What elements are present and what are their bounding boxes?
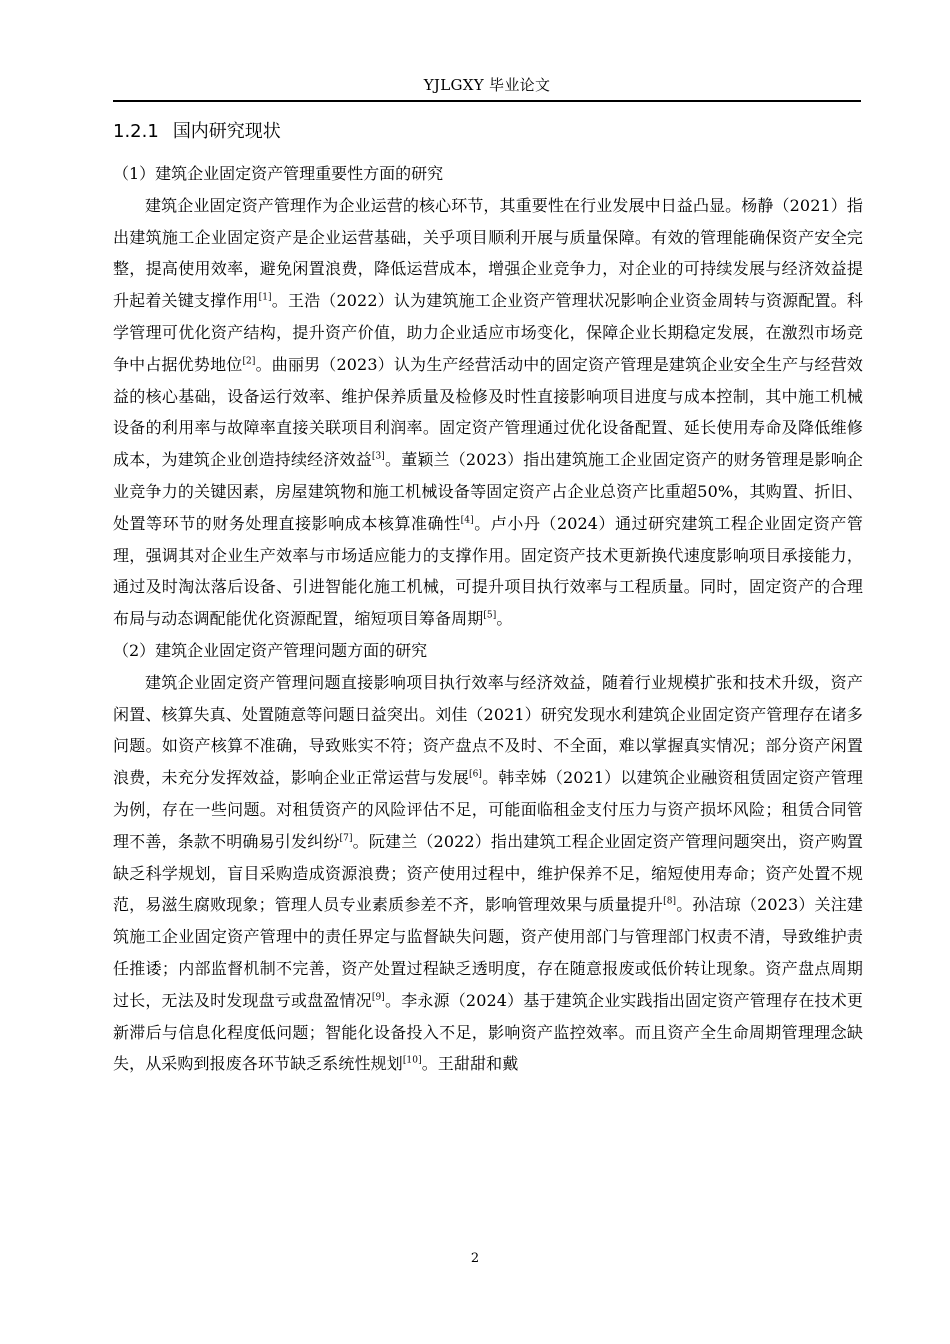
citation: [4] <box>460 515 474 526</box>
text-segment: 。曲丽男（2023）认为生产经营活动中的固定资产管理是建筑企业安全生产与经营效益的核心基础，设备运行效率、维护保养质量及检修及时性直接影响项目进度与成本控制，其中施工机械设备的利用率与故障率直接关联项目利润率。固定资产管理通过优化设备配置、延长使用寿命及降低维修成本，为建筑企业创造持续经济效益[3] <box>113 354 863 470</box>
text-segment: 。韩幸姊（2021）以建筑企业融资租赁固定资产管理为例，存在一些问题。对租赁资产的风险评估不足，可能面临租金支付压力与资产损坏风险；租赁合同管理不善，条款不明确易引发纠纷[7] <box>113 768 863 851</box>
citation: [2] <box>242 356 256 367</box>
text-segment: 。董颖兰（2023）指出建筑施工企业固定资产的财务管理是影响企业竞争力的关键因素，房屋建筑物和施工机械设备等固定资产占企业总资产比重超50%，其购置、折旧、处置等环节的财务处理直接影响成本核算准确性[4] <box>113 450 863 533</box>
text-segment: 建筑企业固定资产管理作为企业运营的核心环节，其重要性在行业发展中日益凸显。杨静（2021）指出建筑施工企业固定资产是企业运营基础，关乎项目顺利开展与质量保障。有效的管理能确保资产安全完整，提高使用效率，避免闲置浪费，降低运营成本，增强企业竞争力，对企业的可持续发展与经济效益提升起着关键支撑作用[1] <box>113 195 863 311</box>
citation: [7] <box>339 833 353 844</box>
header-divider <box>113 100 861 102</box>
paragraph-problems <box>113 667 863 1080</box>
text-segment: 。李永源（2024）基于建筑企业实践指出固定资产管理存在技术更新滞后与信息化程度低问题；智能化设备投入不足，影响资产监控效率。而且资产全生命周期管理理念缺失，从采购到报废各环节缺乏系统性规划[10] <box>113 990 863 1074</box>
text-segment: 。卢小丹（2024）通过研究建筑工程企业固定资产管理，强调其对企业生产效率与市场适应能力的支撑作用。固定资产技术更新换代速度影响项目承接能力，通过及时淘汰落后设备、引进智能化施工机械，可提升项目执行效率与工程质量。同时，固定资产的合理布局与动态调配能优化资源配置，缩短项目筹备周期[5] <box>113 513 863 629</box>
citation: [6] <box>468 769 483 780</box>
text-segment: 。 <box>496 609 513 629</box>
citation: [8] <box>663 897 677 907</box>
citation: [1] <box>258 292 272 303</box>
citation: [3] <box>371 451 385 462</box>
citation: [9] <box>371 992 385 1003</box>
subsection-heading-2: （2）建筑企业固定资产管理问题方面的研究 <box>113 640 428 660</box>
citation: [10] <box>402 1055 422 1066</box>
text-segment: 建筑企业固定资产管理问题直接影响项目执行效率与经济效益，随着行业规模扩张和技术升级，资产闲置、核算失真、处置随意等问题日益突出。刘佳（2021）研究发现水利建筑企业固定资产管理存在诸多问题。如资产核算不准确，导致账实不符；资产盘点不及时、不全面，难以掌握真实情况；部分资产闲置浪费，未充分发挥效益，影响企业正常运营与发展[6] <box>113 672 863 788</box>
page-number: 2 <box>470 1251 480 1266</box>
citation: [5] <box>483 610 497 621</box>
section-number: 1.2.1 <box>113 121 159 142</box>
text-segment: 。阮建兰（2022）指出建筑工程企业固定资产管理问题突出，资产购置缺乏科学规划，盲目采购造成资源浪费；资产使用过程中，维护保养不足，缩短使用寿命；资产处置不规范，易滋生腐败现象；管理人员专业素质参差不齐，影响管理效果与质量提升[8] <box>113 831 863 915</box>
text-segment: 。王甜甜和戴 <box>421 1054 519 1074</box>
body-text <box>113 158 863 1080</box>
text-segment: 。孙洁琼（2023）关注建筑施工企业固定资产管理中的责任界定与监督缺失问题，资产使用部门与管理部门权责不清，导致维护责任推诿；内部监督机制不完善，资产处置过程缺乏透明度，存在随意报废或低价转让现象。资产盘点周期过长，无法及时发现盘亏或盘盈情况[9] <box>113 895 863 1010</box>
subsection-heading-1: （1）建筑企业固定资产管理重要性方面的研究 <box>113 164 444 183</box>
running-header: YJLGXY 毕业论文 <box>423 76 551 94</box>
section-title: 国内研究现状 <box>172 121 281 142</box>
section-heading <box>113 118 281 146</box>
text-segment: 。王浩（2022）认为建筑施工企业资产管理状况影响企业资金周转与资源配置。科学管理可优化资产结构，提升资产价值，助力企业适应市场变化，保障企业长期稳定发展，在激烈市场竞争中占据优势地位[2] <box>113 291 863 374</box>
paragraph-importance <box>113 190 863 635</box>
